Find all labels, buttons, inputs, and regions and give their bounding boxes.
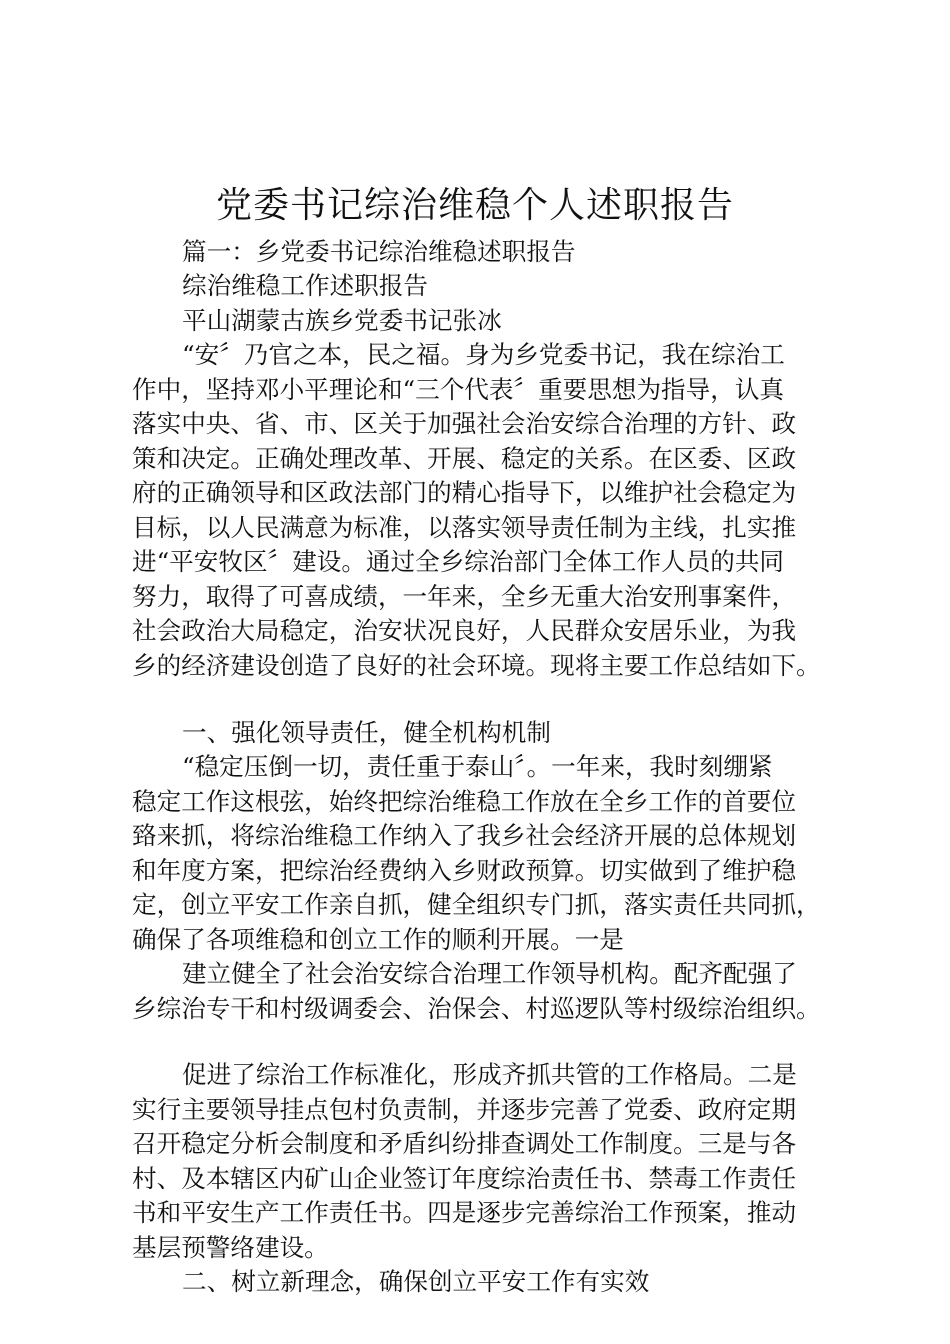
subheading-author: 平山湖蒙古族乡党委书记张冰: [182, 306, 502, 335]
subheading-report-title: 综治维稳工作述职报告: [182, 271, 428, 300]
section-heading-two: 二、树立新理念，确保创立平安工作有实效: [182, 1267, 650, 1296]
document-title: 党委书记综治维稳个人述职报告: [215, 185, 734, 226]
paragraph-line: 促进了综治工作标准化，形成齐抓共管的工作格局。二是: [182, 1060, 797, 1089]
paragraph-line: 建立健全了社会治安综合治理工作领导机构。配齐配强了: [182, 959, 797, 988]
paragraph-line: 社会政治大局稳定，治安状况良好，人民群众安居乐业，为我: [132, 616, 797, 645]
paragraph-line: 乡的经济建设创造了良好的社会环境。现将主要工作总结如下。: [132, 651, 821, 680]
paragraph-line: 府的正确领导和区政法部门的精心指导下，以维护社会稳定为: [132, 478, 797, 507]
paragraph-line: 稳定工作这根弦，始终把综治维稳工作放在全乡工作的首要位: [132, 787, 797, 816]
paragraph-line: 村、及本辖区内矿山企业签订年度综治责任书、禁毒工作责任: [132, 1164, 797, 1193]
paragraph-line: 目标，以人民满意为标准，以落实领导责任制为主线，扎实推: [132, 513, 797, 542]
paragraph-line: 进“平安牧区〞建设。通过全乡综治部门全体工作人员的共同: [132, 547, 785, 576]
section-heading-one: 一、强化领导责任，健全机构机制: [182, 718, 551, 747]
paragraph-line: “稳定压倒一切，责任重于泰山〞。一年来，我时刻绷紧: [182, 752, 773, 781]
paragraph-line: 实行主要领导挂点包村负责制，并逐步完善了党委、政府定期: [132, 1095, 797, 1124]
paragraph-line: 和年度方案，把综治经费纳入乡财政预算。切实做到了维护稳: [132, 856, 797, 885]
paragraph-line: 确保了各项维稳和创立工作的顺利开展。一是: [132, 925, 624, 954]
paragraph-line: 书和平安生产工作责任书。四是逐步完善综治工作预案，推动: [132, 1198, 797, 1227]
paragraph-line: 召开稳定分析会制度和矛盾纠纷排查调处工作制度。三是与各: [132, 1129, 797, 1158]
paragraph-line: 乡综治专干和村级调委会、治保会、村巡逻队等村级综治组织。: [132, 994, 821, 1023]
paragraph-line: 努力，取得了可喜成绩，一年来，全乡无重大治安刑事案件，: [132, 582, 797, 611]
paragraph-line: “安〞乃官之本，民之福。身为乡党委书记，我在综治工: [182, 340, 785, 369]
paragraph-line: 作中，坚持邓小平理论和“三个代表〞重要思想为指导，认真: [132, 375, 785, 404]
paragraph-line: 基层预警络建设。: [132, 1233, 329, 1262]
paragraph-line: 落实中央、省、市、区关于加强社会治安综合治理的方针、政: [132, 409, 797, 438]
paragraph-line: 臵来抓，将综治维稳工作纳入了我乡社会经济开展的总体规划: [132, 821, 797, 850]
paragraph-line: 定，创立平安工作亲自抓，健全组织专门抓，落实责任共同抓，: [132, 890, 821, 919]
subheading-article-one: 篇一：乡党委书记综治维稳述职报告: [182, 237, 576, 266]
paragraph-line: 策和决定。正确处理改革、开展、稳定的关系。在区委、区政: [132, 444, 797, 473]
